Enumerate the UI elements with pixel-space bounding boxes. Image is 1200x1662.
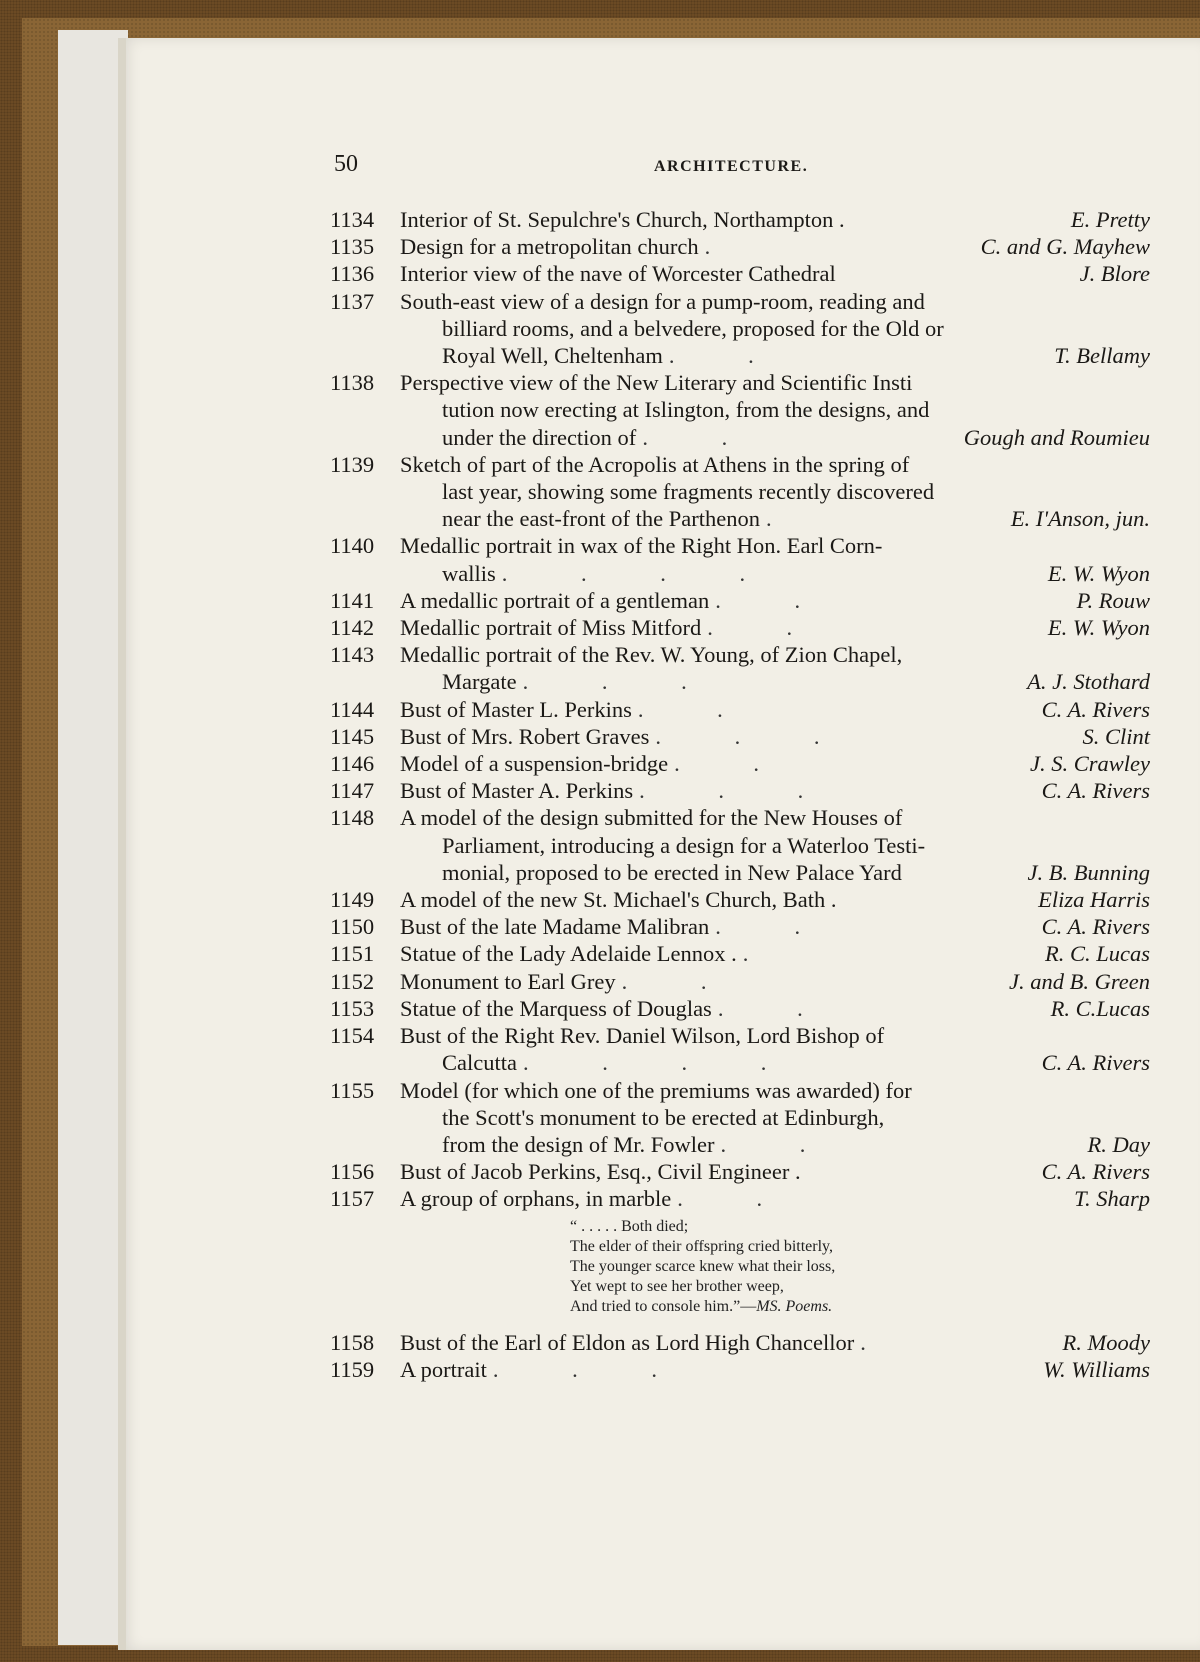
verse-line: “ . . . . . Both died; (570, 1217, 689, 1235)
entry-title-line (330, 587, 1150, 614)
catalogue-entry (330, 750, 1150, 777)
entry-title-line (330, 1049, 1150, 1076)
entry-number: 1137 (330, 288, 375, 314)
entry-title-line (330, 995, 1150, 1022)
entry-title-line (330, 940, 1150, 967)
catalogue-entry (330, 804, 1150, 886)
dot-leader: . (860, 1329, 900, 1355)
entry-title-text: last year, showing some fragments recently discovered (442, 479, 935, 505)
entry-title-line (330, 369, 1150, 396)
entry-number: 1148 (330, 805, 375, 831)
entry-artist: Gough and Roumieu (963, 424, 1150, 450)
verse-line: Yet wept to see her brother weep, (570, 1277, 784, 1295)
entry-artist: R. Moody (1062, 1329, 1150, 1355)
entry-artist: S. Clint (1082, 723, 1150, 749)
entry-title-line (330, 723, 1150, 750)
catalogue-entry (330, 940, 1150, 967)
page-gutter (118, 38, 126, 1650)
running-head: ARCHITECTURE. (654, 158, 809, 175)
entry-number: 1146 (330, 751, 375, 777)
entry-number: 1142 (330, 615, 375, 641)
entry-title-text: Bust of the Earl of Eldon as Lord High Chancellor (400, 1329, 855, 1355)
catalogue-entry (330, 1158, 1150, 1185)
entry-artist: C. A. Rivers (1041, 696, 1150, 722)
dot-leader: . (742, 941, 783, 967)
entry-title-text: Interior view of the nave of Worcester Cathedral (400, 261, 836, 287)
dot-leader: . . . . (522, 1050, 801, 1076)
entry-title-text: Statue of the Lady Adelaide Lennox . (400, 941, 737, 967)
dot-leader: . . (717, 995, 837, 1021)
entry-artist: A. J. Stothard (1027, 669, 1150, 695)
entry-title-line (330, 206, 1150, 233)
verse-attribution-line (570, 1297, 1150, 1317)
entry-title-text: Bust of Mrs. Robert Graves (400, 723, 650, 749)
entry-number: 1150 (330, 914, 375, 940)
entry-artist: E. W. Wyon (1047, 615, 1150, 641)
entry-title-text: tution now erecting at Islington, from the designs, and (442, 397, 930, 423)
entry-number: 1152 (330, 968, 375, 994)
entry-number: 1139 (330, 451, 375, 477)
entry-title-text: Monument to Earl Grey (400, 968, 616, 994)
entry-title-line (330, 260, 1150, 287)
entry-artist: P. Rouw (1076, 587, 1150, 613)
entry-title-text: Medallic portrait of Miss Mitford (400, 615, 702, 641)
entry-title-text: near the east-front of the Parthenon (442, 506, 760, 532)
entry-artist: Eliza Harris (1038, 887, 1150, 913)
dot-leader: . . (715, 587, 835, 613)
entry-number: 1143 (330, 642, 375, 668)
entry-number: 1134 (330, 207, 375, 232)
dot-leader: . . (668, 343, 788, 369)
catalogue-entry (330, 1022, 1150, 1076)
dot-leader: . (704, 234, 745, 260)
entry-title-line (330, 832, 1150, 859)
entry-title-text: Bust of the Right Rev. Daniel Wilson, Lord Bishop of (400, 1023, 885, 1049)
catalogue-entry (330, 1077, 1150, 1159)
entry-title-text: Bust of the late Madame Malibran (400, 914, 710, 940)
entry-title-text: A model of the design submitted for the New Houses of (400, 805, 903, 831)
catalogue-entry (330, 1356, 1150, 1383)
entry-title-text: monial, proposed to be erected in New Palace Yard (442, 859, 902, 885)
entry-number: 1144 (330, 696, 375, 722)
catalogue-entry (330, 369, 1150, 451)
entry-title-text: Sketch of part of the Acropolis at Athens in the spring of (400, 451, 910, 477)
entry-title-line (330, 315, 1150, 342)
entry-title-text: Parliament, introducing a design for a Waterloo Testi- (442, 832, 926, 858)
entry-artist: C. A. Rivers (1041, 914, 1150, 940)
entry-number: 1141 (330, 587, 375, 613)
entry-title-text: Perspective view of the New Literary and Scientific Insti (400, 370, 913, 396)
entry-title-line (330, 696, 1150, 723)
entry-artist: C. A. Rivers (1041, 778, 1150, 804)
entry-title-text: wallis (442, 560, 496, 586)
entry-artist: R. C.Lucas (1050, 995, 1150, 1021)
dot-leader: . . (637, 696, 757, 722)
catalogue-entry (330, 1185, 1150, 1212)
entry-title-text: Royal Well, Cheltenham (442, 343, 663, 369)
entry-number: 1157 (330, 1186, 375, 1212)
entry-title-text: A group of orphans, in marble (400, 1186, 672, 1212)
entry-title-line (330, 750, 1150, 777)
page-number: 50 (334, 151, 358, 177)
entry-title-text: A medallic portrait of a gentleman (400, 587, 710, 613)
entry-title-line (330, 641, 1150, 668)
verse-quotation (330, 1217, 1150, 1317)
entry-title-line (330, 913, 1150, 940)
entry-artist: J. S. Crawley (1030, 751, 1150, 777)
dot-leader: . . . (639, 778, 838, 804)
entry-title-line (330, 396, 1150, 423)
entry-title-line (330, 288, 1150, 315)
entry-artist: J. Blore (1079, 261, 1150, 287)
entry-number: 1154 (330, 1023, 375, 1049)
entry-artist: R. Day (1087, 1131, 1150, 1157)
entry-number: 1153 (330, 995, 375, 1021)
entry-title-text: Calcutta (442, 1050, 517, 1076)
entry-artist: C. and G. Mayhew (980, 234, 1150, 260)
entry-number: 1159 (330, 1356, 375, 1382)
entry-number: 1147 (330, 778, 375, 804)
entry-title-text: the Scott's monument to be erected at Edinburgh, (442, 1104, 885, 1130)
catalogue-entry (330, 696, 1150, 723)
catalogue-entry (330, 723, 1150, 750)
page-header (334, 151, 1144, 181)
dot-leader: . . . (655, 723, 854, 749)
verse-line: The elder of their offspring cried bitterly, (570, 1237, 834, 1255)
entry-title-text: under the direction of (442, 424, 637, 450)
entry-artist: J. and B. Green (1009, 968, 1150, 994)
entry-title-line (330, 777, 1150, 804)
entry-title-text: Bust of Jacob Perkins, Esq., Civil Engineer . (400, 1159, 801, 1185)
verse-source: MS. Poems. (756, 1297, 833, 1315)
entry-number: 1155 (330, 1077, 375, 1103)
entry-number: 1156 (330, 1159, 375, 1185)
catalogue-entry (330, 451, 1150, 533)
entry-title-line (330, 1022, 1150, 1049)
dot-leader: . . (720, 1131, 840, 1157)
entry-title-text: Design for a metropolitan church (400, 234, 699, 260)
entry-artist: T. Bellamy (1054, 343, 1150, 369)
entry-title-line (330, 560, 1150, 587)
catalogue-entry (330, 233, 1150, 260)
entry-title-line (330, 1077, 1150, 1104)
dot-leader: . . (674, 751, 793, 777)
entry-title-line (330, 1131, 1150, 1158)
catalogue-entry (330, 614, 1150, 641)
entry-artist: E. I'Anson, jun. (1010, 506, 1150, 532)
dot-leader: . (766, 506, 806, 532)
entry-title-text: billiard rooms, and a belvedere, proposed for the Old or (442, 315, 944, 341)
entry-title-line (330, 1104, 1150, 1131)
catalogue-entry (330, 260, 1150, 287)
entry-title-line (330, 342, 1150, 369)
entry-title-text: Interior of St. Sepulchre's Church, Northampton . (400, 207, 845, 232)
entry-title-line (330, 1158, 1150, 1185)
dot-leader: . . (677, 1186, 797, 1212)
dot-leader: . . (621, 968, 741, 994)
entry-number: 1135 (330, 234, 375, 260)
dot-leader: . . (642, 424, 762, 450)
entry-title-line (330, 478, 1150, 505)
verse-line: The younger scarce knew what their loss, (570, 1257, 836, 1275)
entry-title-line (330, 532, 1150, 559)
entry-number: 1158 (330, 1329, 375, 1355)
entry-title-line (330, 1356, 1150, 1383)
catalogue-entry (330, 206, 1150, 233)
entry-title-text: South-east view of a design for a pump-room, reading and (400, 288, 925, 314)
entry-number: 1138 (330, 370, 375, 396)
entry-title-line (330, 886, 1150, 913)
entry-title-line (330, 1329, 1150, 1356)
entry-title-text: A model of the new St. Michael's Church, Bath . (400, 887, 837, 913)
entry-title-text: Statue of the Marquess of Douglas (400, 995, 712, 1021)
entry-artist: C. A. Rivers (1041, 1159, 1150, 1185)
entry-title-line (330, 451, 1150, 478)
entry-artist: J. B. Bunning (1027, 859, 1150, 885)
entry-number: 1140 (330, 533, 375, 559)
entry-title-text: Bust of Master A. Perkins (400, 778, 634, 804)
catalogue-entry (330, 532, 1150, 586)
catalogue-entry (330, 641, 1150, 695)
entry-artist: E. W. Wyon (1047, 560, 1150, 586)
catalogue-entry (330, 777, 1150, 804)
catalogue-entry (330, 1329, 1150, 1356)
entry-number: 1136 (330, 261, 375, 287)
entry-title-text: from the design of Mr. Fowler (442, 1131, 715, 1157)
catalogue-entry (330, 968, 1150, 995)
entry-title-text: Model of a suspension-bridge (400, 751, 669, 777)
entry-number: 1149 (330, 887, 375, 913)
verse-line-text: And tried to console him.”— (570, 1297, 757, 1315)
catalogue-entry (330, 913, 1150, 940)
entry-artist: T. Sharp (1074, 1186, 1150, 1212)
catalogue-entry (330, 288, 1150, 370)
entry-title-text: Bust of Master L. Perkins (400, 696, 632, 722)
entry-title-text: Medallic portrait of the Rev. W. Young, of Zion Chapel, (400, 642, 903, 668)
entry-title-text: A portrait (400, 1356, 487, 1382)
entry-title-line (330, 614, 1150, 641)
catalogue-list (330, 206, 1150, 1383)
entry-artist: C. A. Rivers (1041, 1050, 1150, 1076)
entry-number: 1151 (330, 941, 375, 967)
entry-title-text: Medallic portrait in wax of the Right Hon. Earl Corn- (400, 533, 883, 559)
entry-artist: R. C. Lucas (1044, 941, 1150, 967)
entry-artist: W. Williams (1043, 1356, 1150, 1382)
entry-artist: E. Pretty (1070, 207, 1150, 232)
catalogue-entry (330, 886, 1150, 913)
entry-title-line (330, 804, 1150, 831)
entry-title-text: Margate (442, 669, 517, 695)
catalogue-entry (330, 995, 1150, 1022)
entry-title-text: Model (for which one of the premiums was awarded) for (400, 1077, 912, 1103)
entry-title-line (330, 1185, 1150, 1212)
dot-leader: . . . (522, 669, 721, 695)
dot-leader: . . . . (501, 560, 780, 586)
entry-number: 1145 (330, 723, 375, 749)
catalogue-entry (330, 587, 1150, 614)
dot-leader: . . . (492, 1356, 691, 1382)
dot-leader: . . (707, 615, 827, 641)
dot-leader: . . (715, 914, 835, 940)
